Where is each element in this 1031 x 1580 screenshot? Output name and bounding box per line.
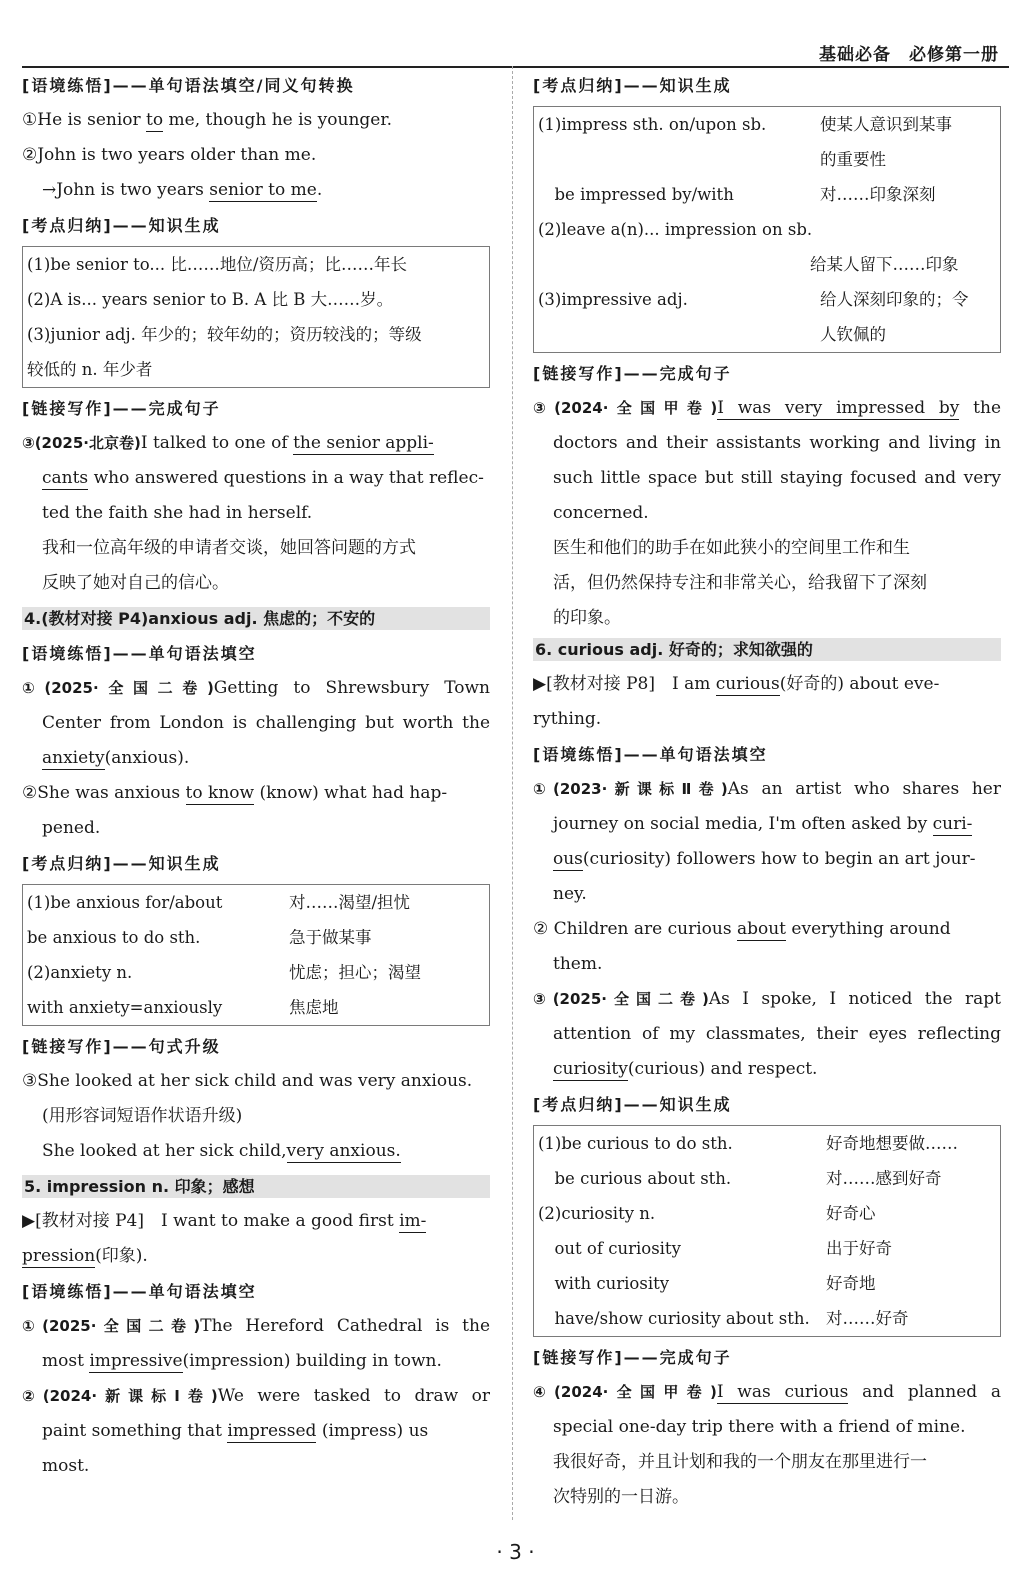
textbook-line: ▶[教材对接 P8] I am curious(好奇的) about eve- <box>533 674 940 694</box>
exercise-line: ①(2025·全国二卷)Getting to Shrewsbury Town <box>22 678 490 698</box>
exercise-line: ①(2023·新课标Ⅱ卷)As an artist who shares her <box>533 779 1001 799</box>
section-label: [考点归纳]——知识生成 <box>22 216 221 235</box>
knowledge-row: (1)impress sth. on/upon sb. 使某人意识到某事 <box>538 115 952 134</box>
textbook-line: rything. <box>533 709 602 729</box>
knowledge-row: have/show curiosity about sth. 对……好奇 <box>538 1309 909 1328</box>
knowledge-line: (1)be senior to... 比……地位/资历高；比……年长 <box>27 255 407 274</box>
knowledge-row: out of curiosity 出于好奇 <box>538 1239 892 1258</box>
knowledge-row: with curiosity 好奇地 <box>538 1274 876 1293</box>
knowledge-row: (2)curiosity n. 好奇心 <box>538 1204 876 1223</box>
exercise-line: paint something that impressed (impress) us <box>42 1421 429 1441</box>
exercise-line: special one-day trip there with a friend of mine. <box>553 1417 966 1437</box>
answer: I was very impressed by <box>717 398 960 418</box>
answer: impressive <box>89 1351 183 1371</box>
knowledge-row: be anxious to do sth. 急于做某事 <box>27 928 372 947</box>
answer: curi- <box>932 814 973 834</box>
exercise-line: →John is two years senior to me. <box>42 180 323 200</box>
exercise-line: ③She looked at her sick child and was very anxious. <box>22 1071 473 1091</box>
exercise-line: anxiety(anxious). <box>42 748 190 768</box>
answer: the senior appli- <box>293 433 434 453</box>
answer: to know <box>185 783 255 803</box>
exercise-line: (用形容词短语作状语升级) <box>42 1106 243 1126</box>
knowledge-row: be curious about sth. 对……感到好奇 <box>538 1169 942 1188</box>
exercise-line: ③(2025·北京卷)I talked to one of the senior appli- <box>22 433 434 453</box>
knowledge-row: be impressed by/with 对……印象深刻 <box>538 185 936 204</box>
translation-line: 的印象。 <box>553 608 621 628</box>
right-column <box>533 68 1001 1515</box>
knowledge-row: 人钦佩的 <box>820 325 886 344</box>
answer: I was curious <box>716 1382 849 1402</box>
exercise-line: ①(2025·全国二卷)The Hereford Cathedral is the <box>22 1316 491 1336</box>
section-label: [链接写作]——完成句子 <box>533 1348 732 1367</box>
section-label: [语境练悟]——单句语法填空/同义句转换 <box>22 76 355 95</box>
answer: very anxious. <box>286 1141 401 1161</box>
answer: to <box>146 110 164 130</box>
exercise-line: such little space but still staying focused and very <box>553 468 1001 488</box>
translation-line: 次特别的一日游。 <box>553 1487 689 1507</box>
entry-heading: 5. impression n. 印象；感想 <box>22 1175 490 1198</box>
knowledge-box <box>533 106 1001 353</box>
knowledge-box <box>22 884 490 1026</box>
knowledge-line: (2)A is... years senior to B. A 比 B 大……岁。 <box>27 290 394 309</box>
textbook-line: ▶[教材对接 P4] I want to make a good first im- <box>22 1211 427 1231</box>
exercise-line: ted the faith she had in herself. <box>42 503 313 523</box>
translation-line: 我很好奇，并且计划和我的一个朋友在那里进行一 <box>553 1452 927 1472</box>
page-header: 基础必备 必修第一册 <box>819 45 999 65</box>
column-divider <box>512 66 513 1520</box>
section-label: [链接写作]——句式升级 <box>22 1037 221 1056</box>
answer: anxiety <box>42 748 105 768</box>
answer: ous <box>553 849 583 869</box>
exercise-line: ③(2025·全国二卷)As I spoke, I noticed the rapt <box>533 989 1001 1009</box>
section-label: [语境练悟]——单句语法填空 <box>22 1282 257 1301</box>
translation-line: 我和一位高年级的申请者交谈，她回答问题的方式 <box>42 538 416 558</box>
answer: impressed <box>227 1421 317 1441</box>
exercise-line: ②She was anxious to know (know) what had hap- <box>22 783 448 803</box>
answer: im- <box>399 1211 427 1231</box>
answer: curious <box>715 674 780 694</box>
knowledge-row: (1)be curious to do sth. 好奇地想要做…… <box>538 1134 958 1153</box>
knowledge-box <box>533 1125 1001 1337</box>
exercise-line: cants who answered questions in a way that reflec- <box>42 468 484 488</box>
entry-heading: 6. curious adj. 好奇的；求知欲强的 <box>533 638 1001 661</box>
knowledge-row: 给某人留下……印象 <box>810 255 959 274</box>
page-number: · 3 · <box>496 1540 535 1564</box>
textbook-line: pression(印象). <box>22 1246 148 1266</box>
exercise-line: ② Children are curious about everything around <box>533 919 951 939</box>
exercise-line: ②(2024·新课标Ⅰ卷)We were tasked to draw or <box>22 1386 490 1406</box>
knowledge-row: (2)anxiety n. 忧虑；担心；渴望 <box>27 963 421 982</box>
answer: cants <box>42 468 89 488</box>
section-label: [考点归纳]——知识生成 <box>533 76 732 95</box>
section-label: [语境练悟]——单句语法填空 <box>533 745 768 764</box>
knowledge-row: with anxiety=anxiously 焦虑地 <box>27 998 339 1017</box>
exercise-line: doctors and their assistants working and living in <box>553 433 1001 453</box>
left-column <box>22 68 490 1484</box>
exercise-line: attention of my classmates, their eyes reflecting <box>553 1024 1001 1044</box>
section-label: [语境练悟]——单句语法填空 <box>22 644 257 663</box>
exercise-line: most. <box>42 1456 90 1476</box>
section-label: [考点归纳]——知识生成 <box>533 1095 732 1114</box>
knowledge-line: 较低的 n. 年少者 <box>27 360 153 379</box>
answer: pression <box>22 1246 96 1266</box>
exercise-line: ③(2024·全国甲卷)I was very impressed by the <box>533 398 1002 418</box>
exercise-line: journey on social media, I'm often asked by curi- <box>553 814 973 834</box>
exercise-line: She looked at her sick child,very anxious. <box>42 1141 401 1161</box>
translation-line: 反映了她对自己的信心。 <box>42 573 229 593</box>
section-label: [链接写作]——完成句子 <box>22 399 221 418</box>
answer: curiosity <box>553 1059 628 1079</box>
exercise-line: curiosity(curious) and respect. <box>553 1059 818 1079</box>
knowledge-row: (1)be anxious for/about 对……渴望/担忧 <box>27 893 411 912</box>
section-label: [链接写作]——完成句子 <box>533 364 732 383</box>
knowledge-row: (2)leave a(n)... impression on sb. <box>538 220 813 239</box>
translation-line: 活，但仍然保持专注和非常关心，给我留下了深刻 <box>553 573 927 593</box>
knowledge-row: 的重要性 <box>820 150 886 169</box>
knowledge-line: (3)junior adj. 年少的；较年幼的；资历较浅的；等级 <box>27 325 422 344</box>
knowledge-box <box>22 246 490 388</box>
entry-heading: 4.(教材对接 P4)anxious adj. 焦虑的；不安的 <box>22 607 490 630</box>
answer: senior to me <box>209 180 317 200</box>
translation-line: 医生和他们的助手在如此狭小的空间里工作和生 <box>553 538 910 558</box>
exercise-line: ney. <box>553 884 587 904</box>
exercise-line: them. <box>553 954 603 974</box>
section-label: [考点归纳]——知识生成 <box>22 854 221 873</box>
exercise-line: concerned. <box>553 503 649 523</box>
exercise-line: Center from London is challenging but worth the <box>42 713 490 733</box>
exercise-line: most impressive(impression) building in town. <box>42 1351 442 1371</box>
exercise-line: ④(2024·全国甲卷)I was curious and planned a <box>533 1382 1002 1402</box>
exercise-line: ①He is senior to me, though he is younger. <box>22 110 393 130</box>
exercise-line: pened. <box>42 818 101 838</box>
answer: about <box>736 919 787 939</box>
knowledge-row: (3)impressive adj. 给人深刻印象的；令 <box>538 290 969 309</box>
exercise-line: ous(curiosity) followers how to begin an art jour- <box>553 849 976 869</box>
exercise-line: ②John is two years older than me. <box>22 145 317 165</box>
